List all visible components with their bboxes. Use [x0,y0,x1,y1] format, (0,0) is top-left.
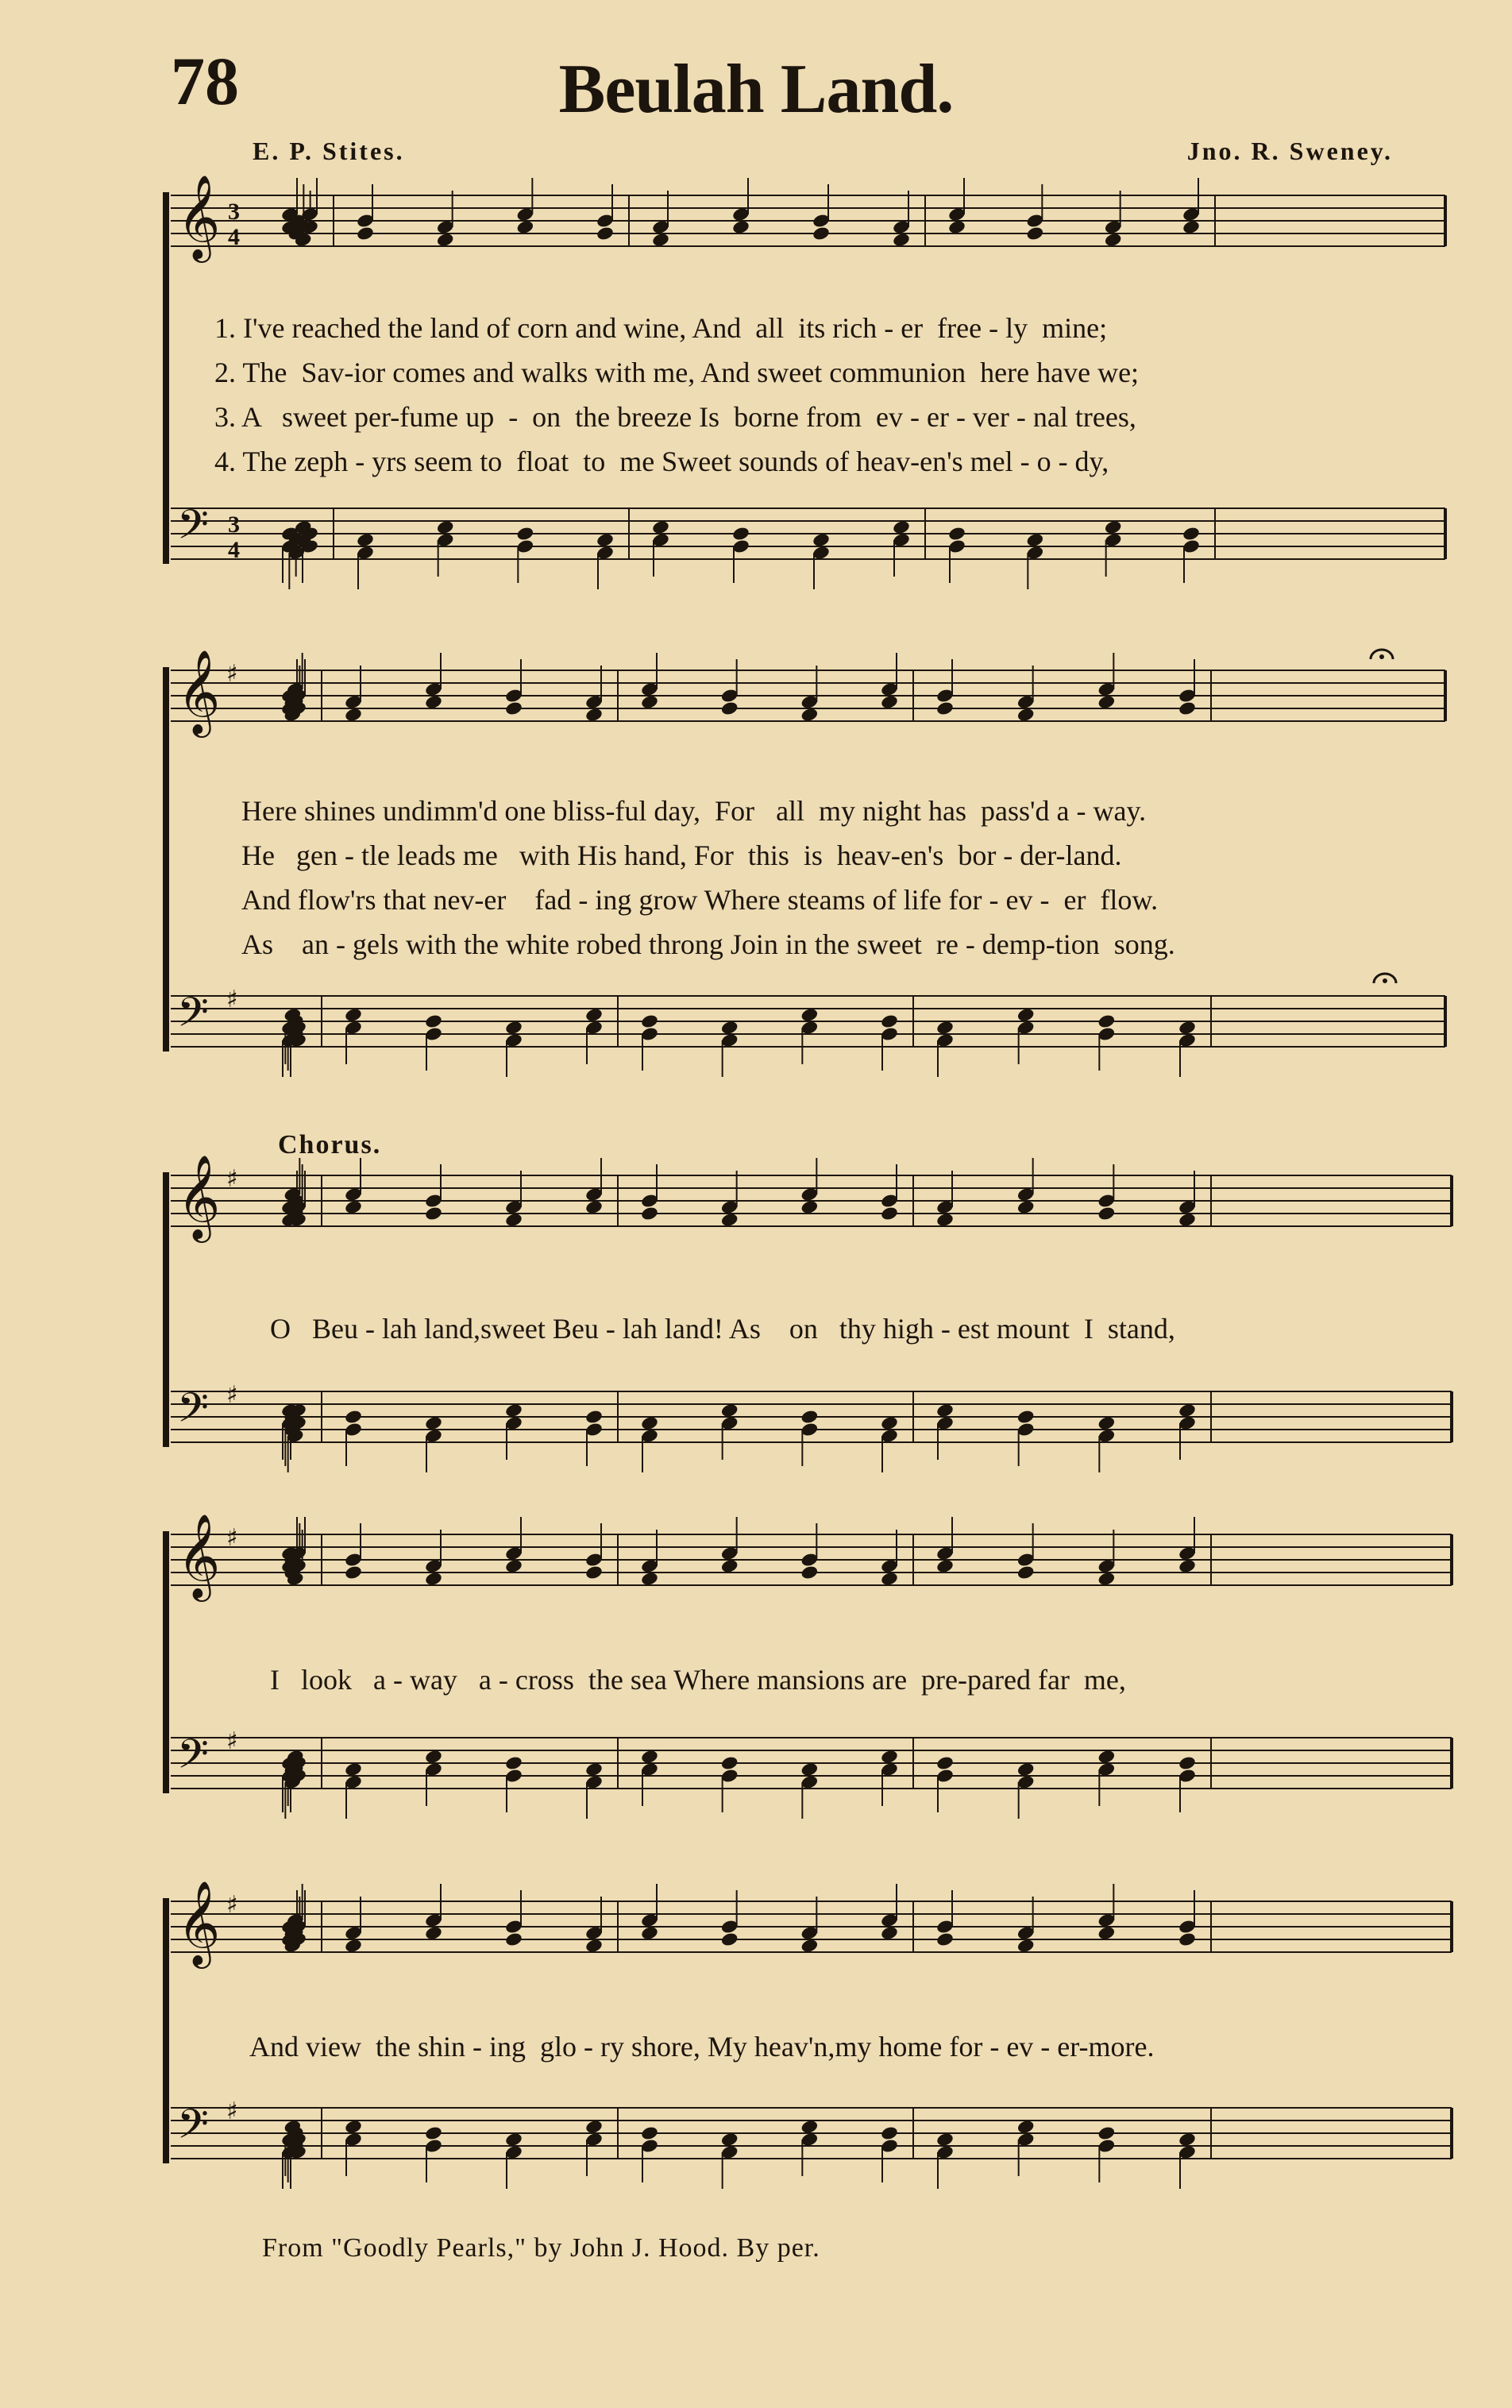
notehead [504,2132,523,2148]
treble-clef-icon: 𝄞 [177,1154,221,1239]
notehead [640,1749,659,1765]
notehead [880,1571,899,1587]
notehead [880,1749,899,1765]
notehead [424,1013,443,1029]
notehead [935,1403,955,1418]
page-number: 78 [171,43,239,119]
notehead [504,1020,523,1036]
notehead [640,694,659,710]
notehead [800,1938,820,1954]
lyric-line: Here shines undimm'd one bliss-ful day, For all my night has pass'd a - way. [241,795,1147,827]
notehead [651,232,670,248]
notehead [516,526,535,542]
notehead [880,1925,899,1941]
system-bracket [163,667,169,1052]
notehead [424,2125,443,2141]
notehead [504,1931,523,1947]
key-signature-sharp-icon: ♯ [226,986,238,1013]
notehead [424,1206,443,1221]
notehead [424,1415,443,1431]
notehead [880,694,899,710]
notehead [800,707,820,723]
notehead [1016,1199,1036,1215]
notehead [1016,1007,1036,1023]
notehead [584,1409,604,1425]
notehead [424,1925,443,1941]
notehead [935,1558,955,1574]
notehead [504,700,523,716]
notehead [1178,1212,1197,1228]
notehead [596,532,615,548]
key-signature-sharp-icon: ♯ [226,1891,238,1919]
notehead [640,1013,659,1029]
notehead [1178,2132,1197,2148]
notehead [812,532,831,548]
notehead [1016,1565,1036,1580]
system-bracket [163,1531,169,1793]
notehead [344,707,363,723]
treble-clef-icon: 𝄞 [177,174,221,259]
notehead [935,700,955,716]
treble-clef-icon: 𝄞 [177,649,221,734]
notehead [640,1925,659,1941]
notehead [800,1199,820,1215]
notehead [344,1409,363,1425]
notehead [1182,219,1201,235]
notehead [880,1013,899,1029]
bass-clef-icon: 𝄢 [177,1730,209,1788]
bass-clef-icon: 𝄢 [177,1383,209,1441]
key-signature-sharp-icon: ♯ [226,660,238,688]
lyric-line: I look a - way a - cross the sea Where mansions are pre-pared far me, [270,1664,1126,1696]
lyric-line: 4. The zeph - yrs seem to float to me Sweet sounds of heav-en's mel - o - dy, [214,446,1109,477]
notehead [584,2119,604,2135]
notehead [720,1755,739,1771]
notehead [1097,1013,1117,1029]
notehead [344,1565,363,1580]
key-signature-sharp-icon: ♯ [226,1524,238,1552]
notehead [1016,707,1036,723]
notehead [1016,1938,1036,1954]
composer-credit: Jno. R. Sweney. [1186,137,1393,165]
notehead [1016,2119,1036,2135]
lyricist-credit: E. P. Stites. [253,137,405,165]
notehead [720,700,739,716]
notehead [731,526,750,542]
notehead [596,226,615,241]
lyric-line: 2. The Sav-ior comes and walks with me, And sweet communion here have we; [214,357,1140,388]
notehead [1104,232,1123,248]
notehead [720,1931,739,1947]
notehead [436,232,455,248]
notehead [1178,1931,1197,1947]
notehead [1026,532,1045,548]
time-signature-bottom: 4 [228,537,240,563]
lyric-line: As an - gels with the white robed throng Join in the sweet re - demp-tion song. [241,928,1175,960]
notehead [935,1755,955,1771]
notehead [436,519,455,535]
notehead [584,707,604,723]
notehead [800,1565,820,1580]
notehead [424,1749,443,1765]
time-signature-top: 3 [228,511,240,538]
notehead [1097,1415,1117,1431]
bass-clef-icon: 𝄢 [177,988,209,1046]
notehead [504,1558,523,1574]
fermata-dot [1379,654,1384,659]
notehead [344,2119,363,2135]
notehead [1178,700,1197,716]
notehead [584,1565,604,1580]
treble-clef-icon: 𝄞 [177,1880,221,1965]
notehead [1182,526,1201,542]
lyric-line: And view the shin - ing glo - ry shore, My heav'n,my home for - ev - er-more. [249,2031,1155,2063]
notehead [1016,1762,1036,1777]
hymn-title: Beulah Land. [558,51,954,128]
notehead [800,1762,820,1777]
notehead [731,219,750,235]
lyric-line: 1. I've reached the land of corn and wine, And all its rich - er free - ly mine; [214,312,1108,344]
notehead [344,1938,363,1954]
notehead [516,219,535,235]
notehead [584,1007,604,1023]
notehead [651,519,670,535]
notehead [1097,694,1117,710]
notehead [880,1415,899,1431]
notehead [344,1007,363,1023]
key-signature-sharp-icon: ♯ [226,2097,238,2125]
notehead [1026,226,1045,241]
notehead [880,1206,899,1221]
notehead [935,1931,955,1947]
notehead [720,1212,739,1228]
notehead [504,1403,523,1418]
chorus-label: Chorus. [278,1130,382,1160]
notehead [1097,2125,1117,2141]
notehead [1097,1206,1117,1221]
notehead [935,2132,955,2148]
notehead [800,2119,820,2135]
bass-clef-icon: 𝄢 [177,2100,209,2158]
notehead [504,1212,523,1228]
notehead [1104,519,1123,535]
notehead [947,219,966,235]
notehead [720,2132,739,2148]
notehead [1178,1558,1197,1574]
notehead [892,232,911,248]
system-bracket [163,1172,169,1447]
notehead [720,1403,739,1418]
fermata-dot [1383,978,1387,983]
notehead [880,2125,899,2141]
notehead [640,1415,659,1431]
lyric-line: O Beu - lah land,sweet Beu - lah land! As on thy high - est mount I stand, [270,1313,1175,1345]
notehead [424,694,443,710]
notehead [1178,1403,1197,1418]
system-bracket [163,1898,169,2163]
notehead [584,1762,604,1777]
notehead [935,1020,955,1036]
notehead [892,519,911,535]
notehead [935,1212,955,1228]
key-signature-sharp-icon: ♯ [226,1165,238,1193]
notehead [1097,1571,1117,1587]
lyric-line: And flow'rs that nev-er fad - ing grow Where steams of life for - ev - er flow. [241,884,1159,916]
notehead [1016,1409,1036,1425]
notehead [504,1755,523,1771]
notehead [640,2125,659,2141]
notehead [1178,1755,1197,1771]
notehead [812,226,831,241]
notehead [800,1409,820,1425]
notehead [720,1558,739,1574]
notehead [720,1020,739,1036]
copyright-footer: From "Goodly Pearls," by John J. Hood. By per. [262,2233,820,2263]
treble-clef-icon: 𝄞 [177,1513,221,1598]
notehead [584,1199,604,1215]
notehead [356,532,375,548]
notehead [640,1206,659,1221]
key-signature-sharp-icon: ♯ [226,1727,238,1755]
notehead [640,1571,659,1587]
notehead [344,1199,363,1215]
lyric-line: He gen - tle leads me with His hand, For this is heav-en's bor - der-land. [241,839,1122,871]
notehead [947,526,966,542]
notehead [356,226,375,241]
notehead [800,1007,820,1023]
notehead [344,1762,363,1777]
system-bracket [163,192,169,564]
notehead [1178,1020,1197,1036]
notehead [424,1571,443,1587]
key-signature-sharp-icon: ♯ [226,1381,238,1409]
time-signature-bottom: 4 [228,224,240,250]
notehead [584,1938,604,1954]
bass-clef-icon: 𝄢 [177,500,209,558]
notehead [1097,1749,1117,1765]
lyric-line: 3. A sweet per-fume up - on the breeze Is borne from ev - er - ver - nal trees, [214,401,1136,433]
time-signature-top: 3 [228,199,240,225]
notehead [1097,1925,1117,1941]
